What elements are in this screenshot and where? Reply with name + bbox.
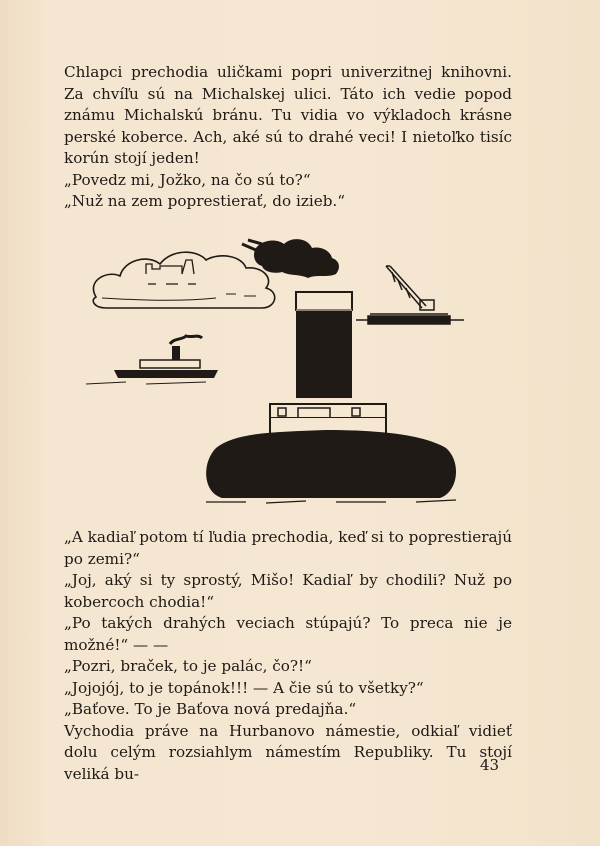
crane-icon [356,266,464,324]
steamship-harbor-drawing [86,222,516,507]
bottom-text-block [64,527,512,785]
dialogue-line: „Povedz mi, Jožko, na čo sú to?“ [64,170,311,189]
dialogue-line: „Po takých drahých veciach stúpajú? To preca nie je možné!“ — — [64,614,512,654]
dialogue-line: „Jojojój, to je topánok!!! — A čie sú to všetky?“ [64,678,424,697]
dialogue-line: „Pozri, braček, to je palác, čo?!“ [64,657,312,675]
smoke-icon [242,239,339,278]
page-number: 43 [480,756,500,774]
dialogue-line: „A kadiaľ potom tí ľudia prechodia, keď si to poprestierajú po zemi?“ [64,528,512,568]
top-text-block [64,62,512,213]
paragraph: Vychodia práve na Hurbanovo námestie, odkiaľ vidieť dolu celým rozsiahlym námestím Republiky. Tu stojí veliká bu- [64,721,512,783]
small-steamer-icon [86,336,218,384]
dialogue-line: „Baťove. To je Baťova nová predajňa.“ [64,700,357,718]
castle-icon [146,260,196,284]
dialogue-line: „Nuž na zem poprestierať, do izieb.“ [64,192,346,210]
paragraph: Chlapci prechodia uličkami popri univerzitnej knihovni. Za chvíľu sú na Michalskej ulici. Táto ich vedie popod známu Michalskú bránu. Tu vidia vo výkladoch krásne perské koberce. Ach, aké sú to drahé veci! I nietoľko tisíc korún stojí jeden! [64,63,512,167]
dialogue-line: „Joj, aký si ty sprostý, Mišo! Kadiaľ by chodili? Nuž po kobercoch chodia!“ [64,571,512,611]
